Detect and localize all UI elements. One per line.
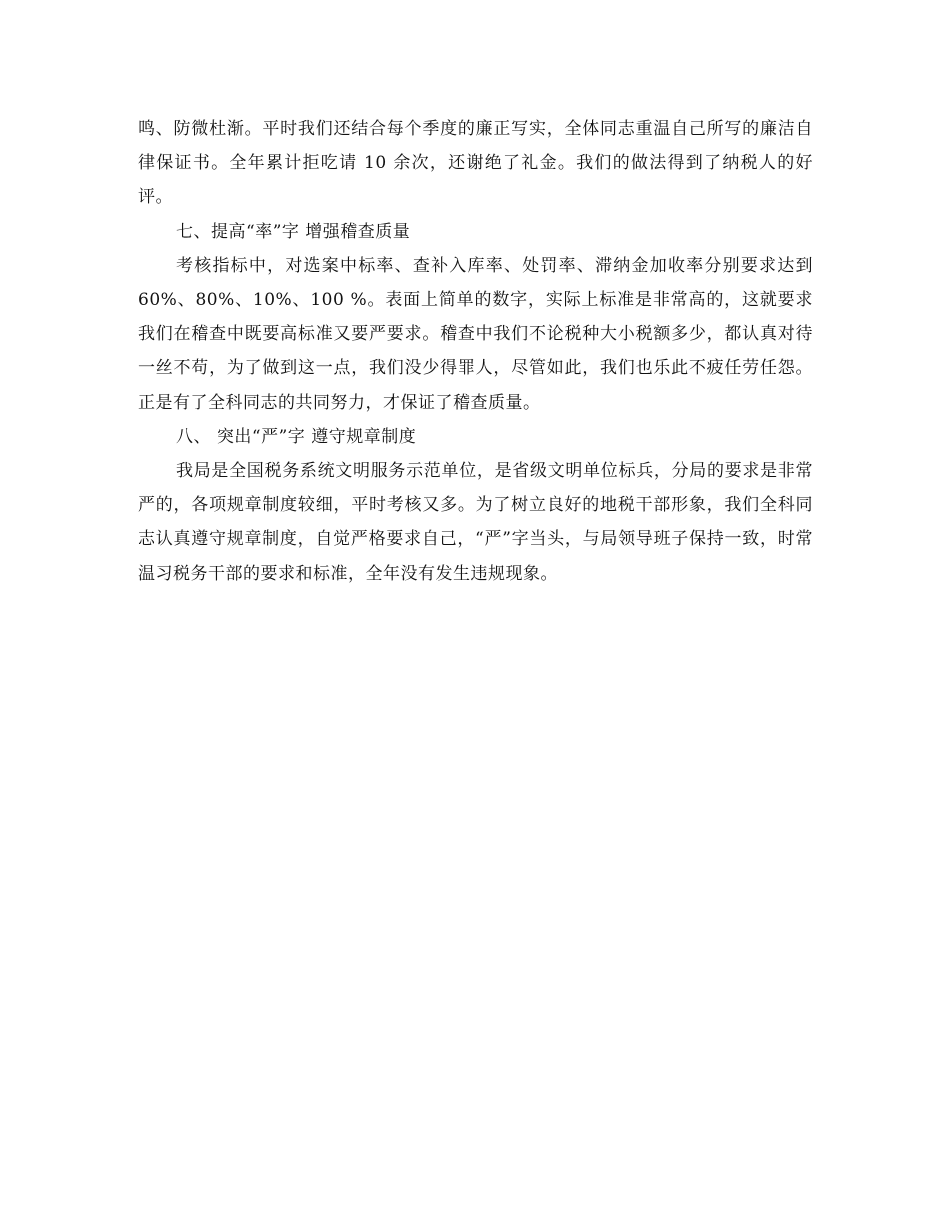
- paragraph-continuation: 鸣、防微杜渐。平时我们还结合每个季度的廉正写实，全体同志重温自己所写的廉洁自律保证书。全年累计拒吃请 10 余次，还谢绝了礼金。我们的做法得到了纳税人的好评。: [138, 119, 813, 208]
- paragraph-section-seven: 考核指标中，对选案中标率、查补入库率、处罚率、滞纳金加收率分别要求达到 60%、80%、10%、100 %。表面上简单的数字，实际上标准是非常高的，这就要求我们在稽查中既要高标准又要严要求。稽查中我们不论税种大小税额多少，都认真对待一丝不苟，为了做到这一点，我们没少得罪人，尽管如此，我们也乐此不疲任劳任怨。正是有了全科同志的共同努力，才保证了稽查质量。: [138, 255, 813, 413]
- paragraph-section-eight: 我局是全国税务系统文明服务示范单位，是省级文明单位标兵，分局的要求是非常严的，各项规章制度较细，平时考核又多。为了树立良好的地税干部形象，我们全科同志认真遵守规章制度，自觉严格要求自己，“严”字当头，与局领导班子保持一致，时常温习税务干部的要求和标准，全年没有发生违规现象。: [138, 461, 813, 584]
- section-heading-eight: 八、 突出“严”字 遵守规章制度: [176, 426, 417, 447]
- section-heading-seven: 七、提高“率”字 增强稽查质量: [176, 221, 411, 242]
- document-body: [138, 112, 813, 591]
